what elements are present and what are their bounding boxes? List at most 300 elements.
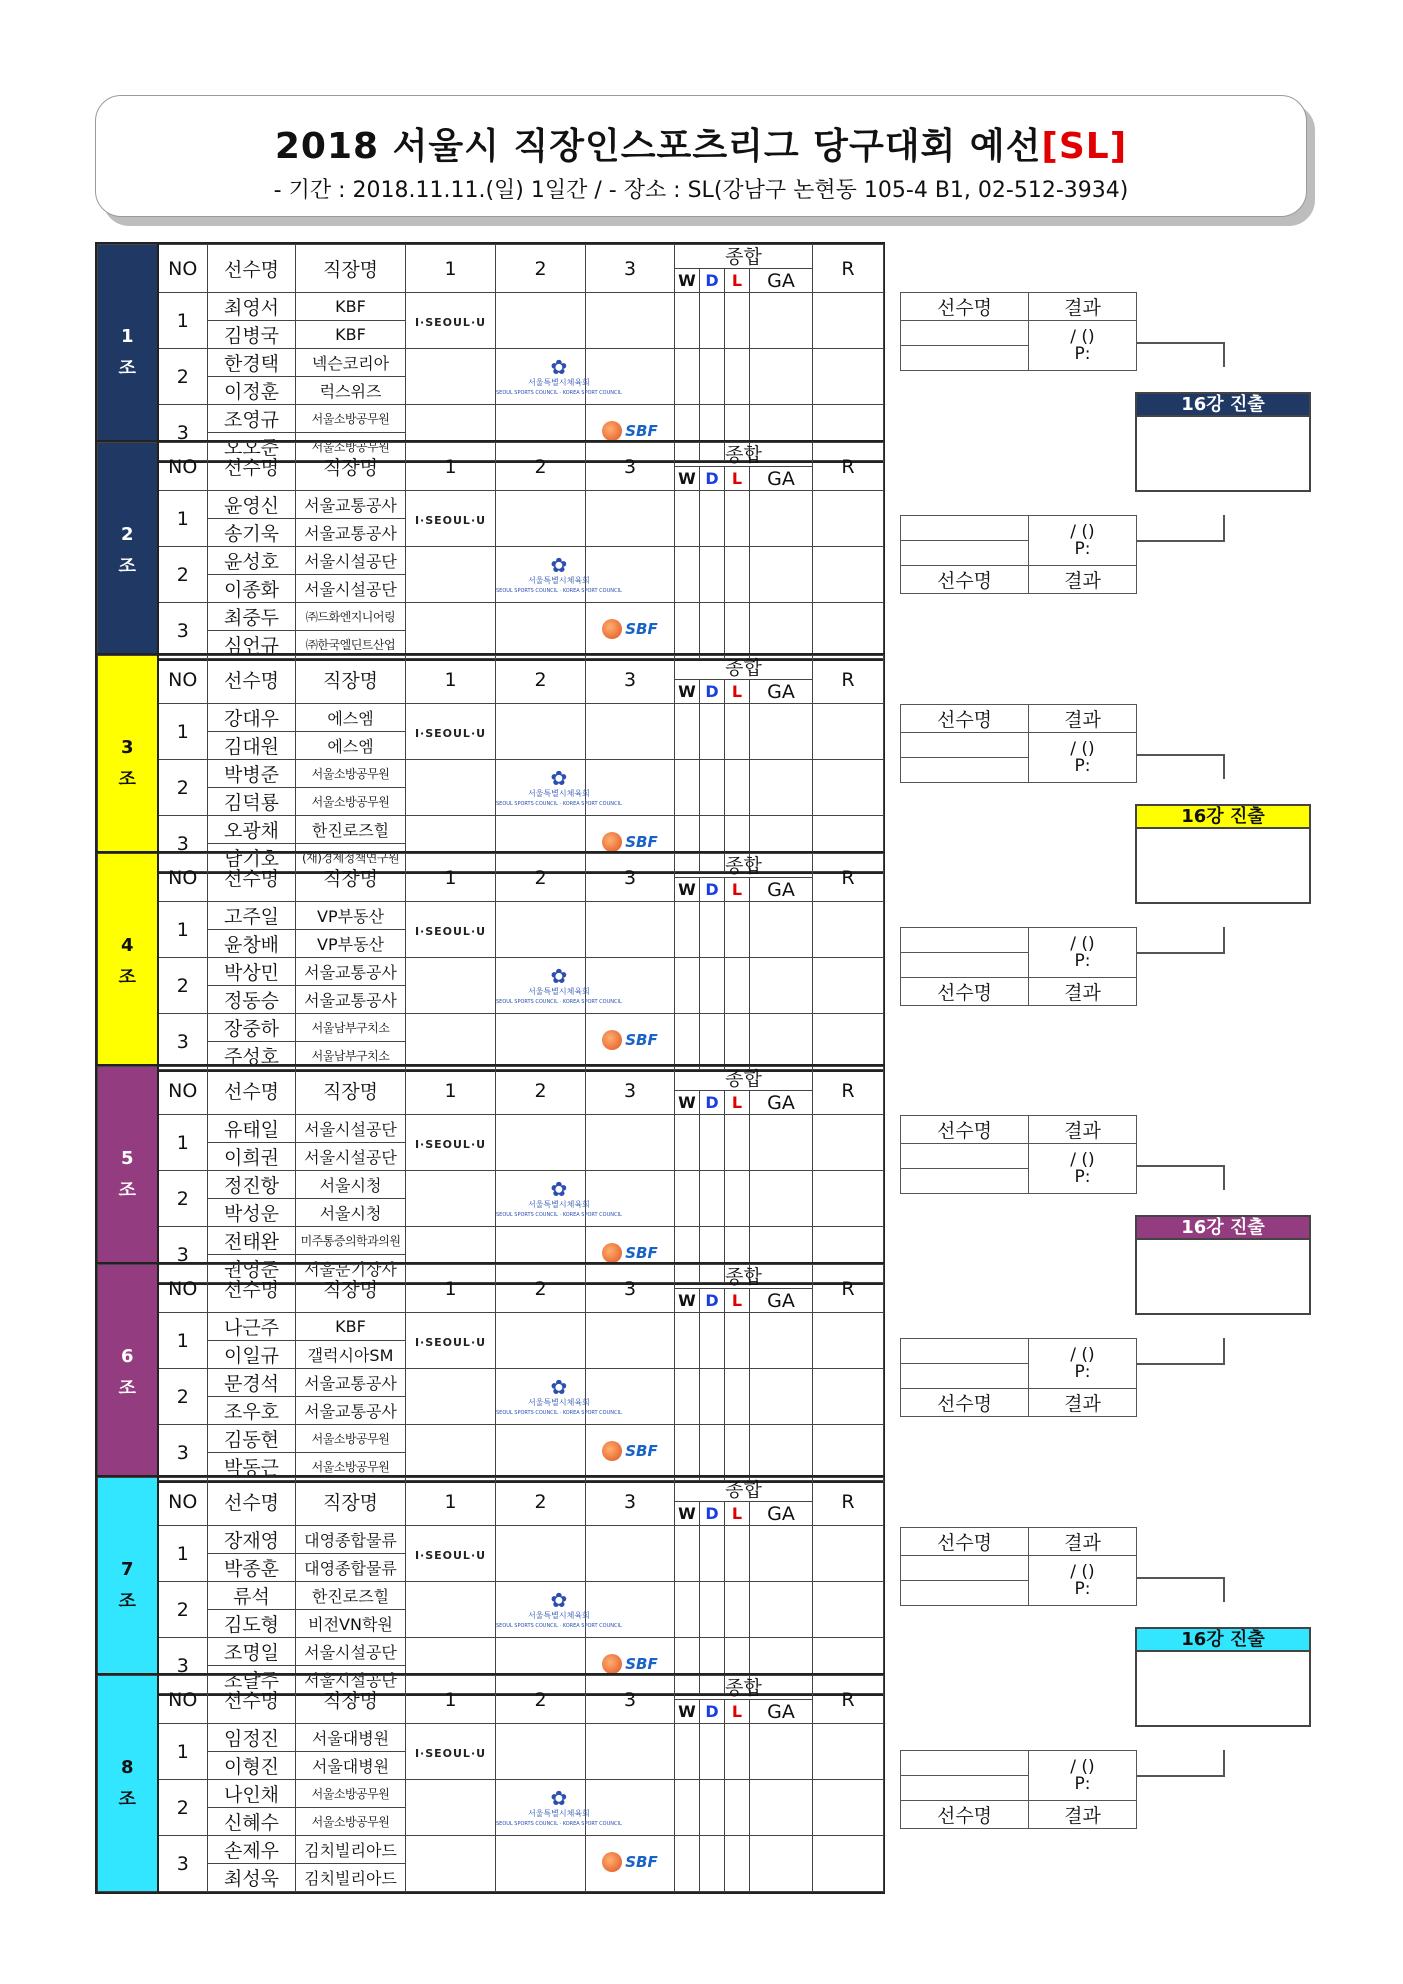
l-cell[interactable] [725,1724,750,1780]
rank-cell[interactable] [813,1780,884,1836]
sbf-logo [602,1030,657,1050]
result-player-header: 선수명 [901,978,1029,1006]
score-text: / () [1070,933,1095,954]
d-cell[interactable] [700,1836,725,1892]
l-cell[interactable] [725,349,750,405]
score-text: / () [1070,521,1095,542]
result-score[interactable] [1029,1339,1137,1389]
team-no: 1 [158,902,208,958]
rank-cell[interactable] [813,547,884,603]
workplace-name: 서울시설공단 [296,1638,406,1666]
header-no: NO [158,656,208,704]
l-cell[interactable] [725,1171,750,1227]
header-rank: R [813,1676,884,1724]
table-row [98,1171,884,1199]
sports-council-name: 서울특별시체육회 [527,377,590,387]
match-cell[interactable] [406,1526,496,1582]
ga-cell[interactable] [750,349,813,405]
d-cell[interactable] [700,349,725,405]
d-cell[interactable] [700,1780,725,1836]
player-name: 김동현 [208,1425,296,1453]
result-score[interactable] [1029,1556,1137,1606]
l-cell[interactable] [725,902,750,958]
billiard-ball-icon [602,619,622,639]
header-match-2: 2 [496,1067,586,1115]
match-cell[interactable] [496,704,586,760]
result-player-header: 선수명 [901,705,1029,733]
w-cell[interactable] [675,1313,700,1369]
match-cell[interactable] [406,760,496,816]
d-cell[interactable] [700,1526,725,1582]
sports-council-logo [496,1589,622,1631]
rank-cell[interactable] [813,1724,884,1780]
header-match-2: 2 [496,656,586,704]
match-cell[interactable] [496,293,586,349]
group-jo: 조 [118,1377,136,1399]
match-cell[interactable] [406,1313,496,1369]
group-number: 4 [120,934,134,956]
header-d: D [700,1700,725,1724]
header-match-2: 2 [496,443,586,491]
rank-cell[interactable] [813,1369,884,1425]
result-player-slot[interactable] [901,321,1029,346]
player-name: 박종훈 [208,1554,296,1582]
match-cell[interactable] [406,1724,496,1780]
rank-cell[interactable] [813,293,884,349]
match-cell[interactable] [406,902,496,958]
match-cell[interactable] [496,1425,586,1481]
d-cell[interactable] [700,1425,725,1481]
match-cell[interactable] [406,1014,496,1070]
workplace-name: 에스엠 [296,704,406,732]
player-name: 오오준 [208,433,296,461]
w-cell[interactable] [675,760,700,816]
workplace-name: ㈜한국엘딘트산업 [296,631,406,659]
header-player: 선수명 [208,656,296,704]
header-no: NO [158,443,208,491]
title-box [95,95,1307,217]
ga-cell[interactable] [750,547,813,603]
ga-cell[interactable] [750,958,813,1014]
points-text: P: [1074,950,1091,971]
table-row [98,1115,884,1143]
group-label [98,1676,158,1892]
l-cell[interactable] [725,603,750,659]
l-cell[interactable] [725,760,750,816]
rank-cell[interactable] [813,958,884,1014]
w-cell[interactable] [675,547,700,603]
sports-council-name: 서울특별시체육회 [527,986,590,996]
player-name: 조명일 [208,1638,296,1666]
group-jo: 조 [118,1590,136,1612]
d-cell[interactable] [700,1171,725,1227]
match-cell[interactable] [496,491,586,547]
d-cell[interactable] [700,958,725,1014]
match-result-box-6 [900,1338,1137,1417]
d-cell[interactable] [700,760,725,816]
l-cell[interactable] [725,293,750,349]
match-cell[interactable] [586,1014,675,1070]
result-player-slot[interactable] [901,1169,1029,1194]
rank-cell[interactable] [813,1014,884,1070]
rank-cell[interactable] [813,902,884,958]
w-cell[interactable] [675,1526,700,1582]
result-player-slot[interactable] [901,1339,1029,1364]
team-no: 2 [158,1171,208,1227]
ga-cell[interactable] [750,760,813,816]
result-player-slot[interactable] [901,516,1029,541]
l-cell[interactable] [725,491,750,547]
match-cell[interactable] [496,547,622,603]
match-cell[interactable] [496,902,586,958]
match-cell[interactable] [496,760,622,816]
w-cell[interactable] [675,902,700,958]
result-header: 결과 [1029,705,1137,733]
header-ga: GA [750,1289,813,1313]
match-cell[interactable] [406,958,496,1014]
ga-cell[interactable] [750,1171,813,1227]
advance-box-1 [1135,392,1311,492]
advance-title: 16강 진출 [1137,1629,1309,1652]
table-row [98,1313,884,1341]
result-player-slot[interactable] [901,541,1029,566]
player-name: 주성호 [208,1042,296,1070]
d-cell[interactable] [700,902,725,958]
d-cell[interactable] [700,1369,725,1425]
result-player-slot[interactable] [901,733,1029,758]
workplace-name: 서울교통공사 [296,1369,406,1397]
w-cell[interactable] [675,1836,700,1892]
sports-council-name: 서울특별시체육회 [527,1199,590,1209]
match-cell[interactable] [586,491,675,547]
w-cell[interactable] [675,293,700,349]
header-match-1: 1 [406,245,496,293]
match-cell[interactable] [406,491,496,547]
header-w: W [675,1289,700,1313]
w-cell[interactable] [675,1115,700,1171]
player-name: 송기욱 [208,519,296,547]
l-cell[interactable] [725,1582,750,1638]
ga-cell[interactable] [750,1724,813,1780]
ga-cell[interactable] [750,1425,813,1481]
result-player-slot[interactable] [901,1144,1029,1169]
billiard-ball-icon [602,1654,622,1674]
workplace-name: 서울교통공사 [296,519,406,547]
ga-cell[interactable] [750,1582,813,1638]
match-cell[interactable] [406,704,496,760]
header-no: NO [158,1265,208,1313]
result-player-slot[interactable] [901,953,1029,978]
match-cell[interactable] [496,349,622,405]
match-cell[interactable] [406,603,496,659]
d-cell[interactable] [700,491,725,547]
d-cell[interactable] [700,1014,725,1070]
match-cell[interactable] [496,1724,586,1780]
l-cell[interactable] [725,1780,750,1836]
result-score[interactable] [1029,928,1137,978]
ga-cell[interactable] [750,1780,813,1836]
d-cell[interactable] [700,547,725,603]
match-cell[interactable] [586,704,675,760]
w-cell[interactable] [675,1780,700,1836]
match-cell[interactable] [586,902,675,958]
match-cell[interactable] [496,1313,586,1369]
w-cell[interactable] [675,704,700,760]
score-text: / () [1070,1561,1095,1582]
rank-cell[interactable] [813,603,884,659]
l-cell[interactable] [725,1313,750,1369]
match-cell[interactable] [406,1582,496,1638]
w-cell[interactable] [675,603,700,659]
player-name: 이형진 [208,1752,296,1780]
result-player-slot[interactable] [901,1581,1029,1606]
result-score[interactable] [1029,321,1137,371]
header-w: W [675,269,700,293]
result-player-slot[interactable] [901,1556,1029,1581]
match-cell[interactable] [586,293,675,349]
sports-council-name: 서울특별시체육회 [527,1808,590,1818]
team-no: 1 [158,704,208,760]
match-cell[interactable] [496,1582,622,1638]
l-cell[interactable] [725,704,750,760]
match-cell[interactable] [496,603,586,659]
l-cell[interactable] [725,547,750,603]
group-number: 3 [120,736,134,758]
ga-cell[interactable] [750,1526,813,1582]
result-score[interactable] [1029,1144,1137,1194]
header-player: 선수명 [208,1478,296,1526]
team-no: 1 [158,293,208,349]
result-player-slot[interactable] [901,928,1029,953]
sbf-logo [602,1852,657,1872]
team-no: 3 [158,1836,208,1892]
ga-cell[interactable] [750,1369,813,1425]
header-w: W [675,1700,700,1724]
match-cell[interactable] [496,958,622,1014]
result-player-slot[interactable] [901,1776,1029,1801]
result-header: 결과 [1029,566,1137,594]
workplace-name: VP부동산 [296,930,406,958]
l-cell[interactable] [725,1836,750,1892]
match-cell[interactable] [496,1014,586,1070]
match-cell[interactable] [496,1369,622,1425]
ga-cell[interactable] [750,491,813,547]
match-cell[interactable] [406,1171,496,1227]
workplace-name: 김치빌리아드 [296,1836,406,1864]
advance-box-3 [1135,1215,1311,1315]
workplace-name: 서울소방공무원 [296,788,406,816]
header-ga: GA [750,1700,813,1724]
ga-cell[interactable] [750,704,813,760]
match-cell[interactable] [496,1780,622,1836]
workplace-name: 서울시청 [296,1199,406,1227]
result-header: 결과 [1029,1801,1137,1829]
result-player-slot[interactable] [901,758,1029,783]
result-player-slot[interactable] [901,1751,1029,1776]
team-no: 2 [158,1582,208,1638]
group-6-table [97,1264,884,1481]
rank-cell[interactable] [813,1115,884,1171]
header-workplace: 직장명 [296,1676,406,1724]
sports-council-logo [496,1787,622,1829]
team-no: 3 [158,1014,208,1070]
billiard-ball-icon [602,1441,622,1461]
advance-box-4 [1135,1627,1311,1727]
l-cell[interactable] [725,1369,750,1425]
match-cell[interactable] [586,1313,675,1369]
group-3-block [95,653,885,874]
match-cell[interactable] [406,1425,496,1481]
group-label [98,443,158,659]
match-cell[interactable] [586,1526,675,1582]
l-cell[interactable] [725,1115,750,1171]
result-player-slot[interactable] [901,346,1029,371]
seoul-logo: I·SEOUL·U [414,1549,487,1562]
l-cell[interactable] [725,1014,750,1070]
d-cell[interactable] [700,1724,725,1780]
match-cell[interactable] [586,1425,675,1481]
match-cell[interactable] [406,349,496,405]
match-cell[interactable] [406,293,496,349]
header-l: L [725,1700,750,1724]
group-label [98,245,158,461]
ga-cell[interactable] [750,1313,813,1369]
header-workplace: 직장명 [296,854,406,902]
header-no: NO [158,1676,208,1724]
team-no: 3 [158,405,208,461]
bracket-line [1136,1165,1224,1167]
match-result-box-2 [900,515,1137,594]
ga-cell[interactable] [750,293,813,349]
rank-cell[interactable] [813,760,884,816]
match-result-box-4 [900,927,1137,1006]
d-cell[interactable] [700,1115,725,1171]
d-cell[interactable] [700,1313,725,1369]
billiard-ball-icon [602,421,622,441]
w-cell[interactable] [675,1014,700,1070]
result-player-header: 선수명 [901,1116,1029,1144]
result-score[interactable] [1029,1751,1137,1801]
match-cell[interactable] [586,603,675,659]
table-row [98,816,884,844]
header-match-1: 1 [406,656,496,704]
sbf-text: SBF [625,1654,658,1673]
header-d: D [700,269,725,293]
w-cell[interactable] [675,1582,700,1638]
sports-council-name-en: SEOUL SPORTS COUNCIL · KOREA SPORT COUNCIL [496,1622,622,1629]
match-cell[interactable] [496,1836,586,1892]
rank-cell[interactable] [813,704,884,760]
player-name: 박병준 [208,760,296,788]
group-number: 2 [120,523,134,545]
bracket-line [1223,927,1225,954]
player-name: 최중두 [208,603,296,631]
header-ga: GA [750,878,813,902]
rank-cell[interactable] [813,491,884,547]
rank-cell[interactable] [813,1171,884,1227]
player-name: 김대원 [208,732,296,760]
group-jo: 조 [118,1179,136,1201]
player-name: 나근주 [208,1313,296,1341]
ga-cell[interactable] [750,902,813,958]
table-row [98,293,884,321]
ga-cell[interactable] [750,603,813,659]
match-cell[interactable] [406,1836,496,1892]
l-cell[interactable] [725,958,750,1014]
flower-icon: ✿ [550,1374,568,1399]
d-cell[interactable] [700,1582,725,1638]
header-rank: R [813,443,884,491]
header-l: L [725,680,750,704]
bracket-line [1136,754,1224,756]
match-cell[interactable] [496,1526,586,1582]
ga-cell[interactable] [750,1014,813,1070]
header-l: L [725,1289,750,1313]
w-cell[interactable] [675,958,700,1014]
match-cell[interactable] [586,1724,675,1780]
rank-cell[interactable] [813,1836,884,1892]
workplace-name: 서울교통공사 [296,491,406,519]
match-cell[interactable] [496,1115,586,1171]
match-cell[interactable] [406,547,496,603]
header-ga: GA [750,1502,813,1526]
result-player-slot[interactable] [901,1364,1029,1389]
ga-cell[interactable] [750,1836,813,1892]
w-cell[interactable] [675,1724,700,1780]
workplace-name: KBF [296,293,406,321]
ga-cell[interactable] [750,1115,813,1171]
header-d: D [700,1502,725,1526]
w-cell[interactable] [675,1425,700,1481]
d-cell[interactable] [700,603,725,659]
w-cell[interactable] [675,349,700,405]
rank-cell[interactable] [813,349,884,405]
rank-cell[interactable] [813,1425,884,1481]
rank-cell[interactable] [813,1313,884,1369]
match-cell[interactable] [586,1836,675,1892]
header-match-1: 1 [406,854,496,902]
d-cell[interactable] [700,704,725,760]
table-row [98,405,884,433]
header-d: D [700,680,725,704]
result-header: 결과 [1029,293,1137,321]
header-player: 선수명 [208,854,296,902]
d-cell[interactable] [700,293,725,349]
match-cell[interactable] [496,1171,622,1227]
w-cell[interactable] [675,1171,700,1227]
header-match-3: 3 [586,1478,675,1526]
match-cell[interactable] [406,1369,496,1425]
header-rank: R [813,854,884,902]
result-score[interactable] [1029,516,1137,566]
l-cell[interactable] [725,1526,750,1582]
match-cell[interactable] [406,1115,496,1171]
result-score[interactable] [1029,733,1137,783]
match-cell[interactable] [586,1115,675,1171]
table-row [98,1425,884,1453]
l-cell[interactable] [725,1425,750,1481]
seoul-logo: I·SEOUL·U [414,925,487,938]
w-cell[interactable] [675,1369,700,1425]
w-cell[interactable] [675,491,700,547]
rank-cell[interactable] [813,1526,884,1582]
header-match-3: 3 [586,443,675,491]
header-match-1: 1 [406,1676,496,1724]
match-cell[interactable] [406,1780,496,1836]
sbf-text: SBF [625,1030,658,1049]
rank-cell[interactable] [813,1582,884,1638]
group-3-table [97,655,884,872]
